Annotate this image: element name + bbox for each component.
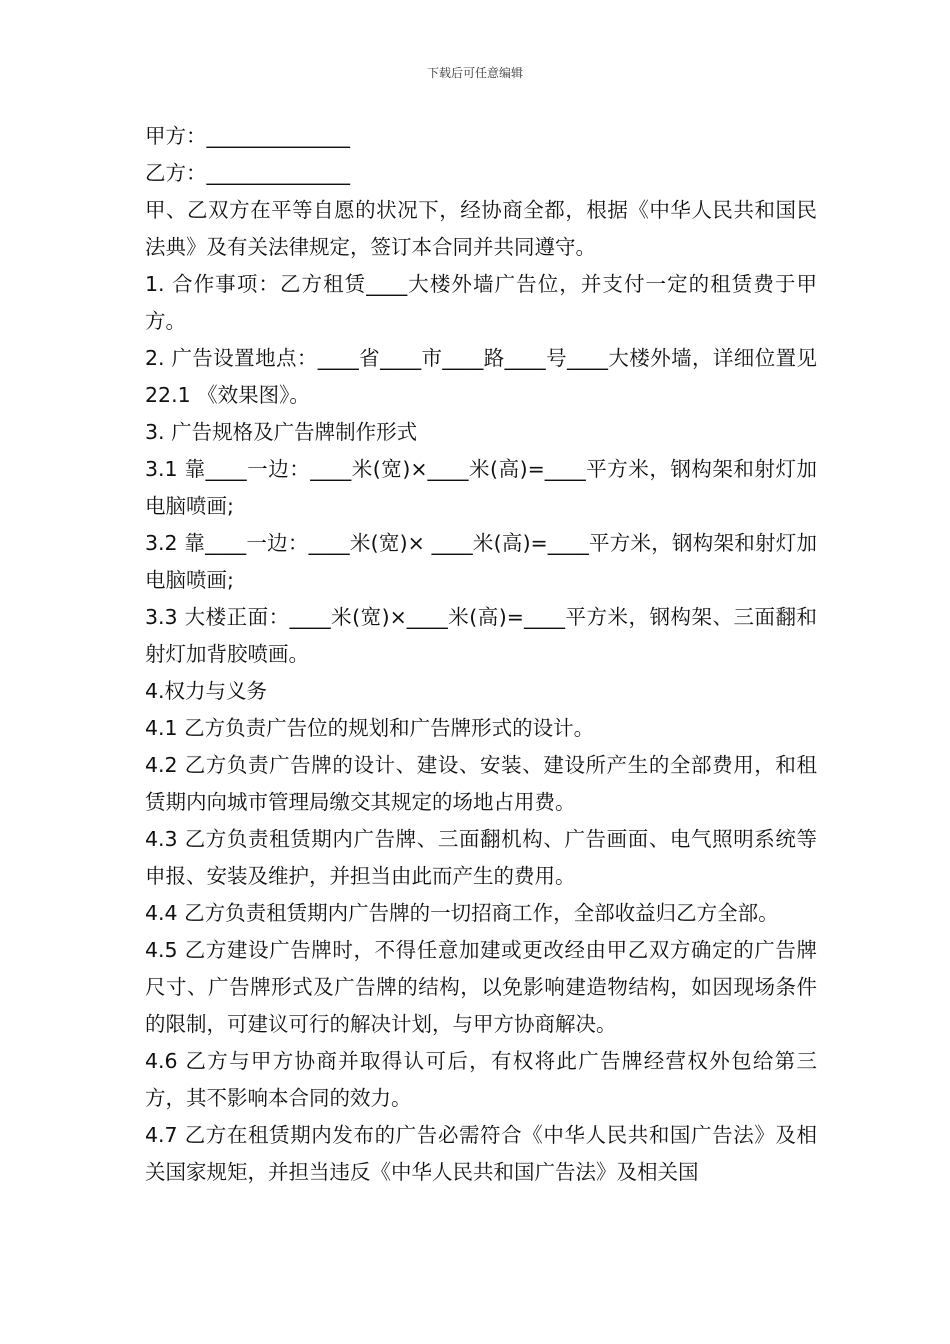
clause-4-2: 4.2 乙方负责广告牌的设计、建设、安装、建设所产生的全部费用，和租赁期内向城市管理局缴交其规定的场地占用费。 bbox=[145, 753, 817, 814]
clause-4-3: 4.3 乙方负责租赁期内广告牌、三面翻机构、广告画面、电气照明系统等申报、安装及维护，并担当由此而产生的费用。 bbox=[145, 827, 817, 888]
clause-3-3: 3.3 大楼正面：____米(宽)×____米(高)=____平方米，钢构架、三面翻和射灯加背胶喷画。 bbox=[145, 605, 817, 666]
party-b-line: 乙方：______________ bbox=[145, 161, 350, 185]
clause-4-1: 4.1 乙方负责广告位的规划和广告牌形式的设计。 bbox=[145, 716, 595, 740]
clause-3-2: 3.2 靠____一边：____米(宽)× ____米(高)=____平方米，钢构架和射灯加电脑喷画; bbox=[145, 531, 817, 592]
clause-4-7: 4.7 乙方在租赁期内发布的广告必需符合《中华人民共和国广告法》及相关国家规矩，并担当违反《中华人民共和国广告法》及相关国 bbox=[145, 1123, 817, 1184]
clause-2: 2. 广告设置地点：____省____市____路____号____大楼外墙，详细位置见 22.1 《效果图》。 bbox=[145, 346, 824, 407]
clause-4-heading: 4.权力与义务 bbox=[145, 679, 268, 703]
clause-1: 1. 合作事项：乙方租赁____大楼外墙广告位，并支付一定的租赁费于甲方。 bbox=[145, 272, 817, 333]
contract-body bbox=[145, 118, 824, 1191]
clause-4-5: 4.5 乙方建设广告牌时，不得任意加建或更改经由甲乙双方确定的广告牌尺寸、广告牌形式及广告牌的结构，以免影响建造物结构，如因现场条件的限制，可建议可行的解决计划，与甲方协商解决。 bbox=[145, 938, 817, 1036]
clause-3-heading: 3. 广告规格及广告牌制作形式 bbox=[145, 420, 418, 444]
clause-4-6: 4.6 乙方与甲方协商并取得认可后，有权将此广告牌经营权外包给第三方，其不影响本合同的效力。 bbox=[145, 1049, 817, 1110]
preamble-paragraph: 甲、乙双方在平等自愿的状况下，经协商全都，根据《中华人民共和国民法典》及有关法律规定，签订本合同并共同遵守。 bbox=[145, 198, 817, 259]
page-header: 下载后可任意编辑 bbox=[426, 66, 523, 80]
clause-4-4: 4.4 乙方负责租赁期内广告牌的一切招商工作，全部收益归乙方全部。 bbox=[145, 901, 779, 925]
clause-3-1: 3.1 靠____一边：____米(宽)×____米(高)=____平方米，钢构架和射灯加电脑喷画; bbox=[145, 457, 817, 518]
party-a-line: 甲方：______________ bbox=[145, 124, 350, 148]
